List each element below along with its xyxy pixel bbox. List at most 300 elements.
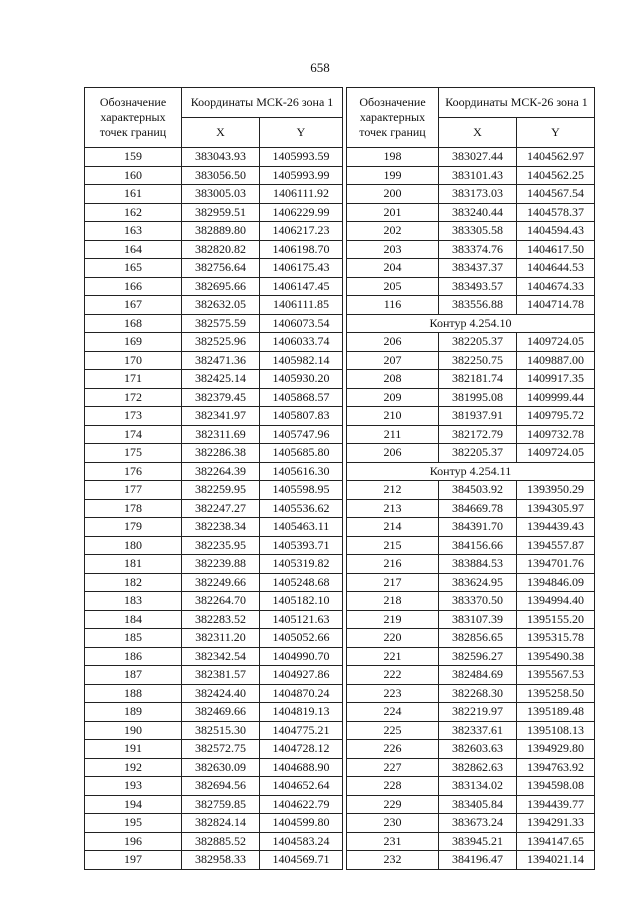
x-coordinate-cell: 382603.63: [439, 740, 517, 759]
x-coordinate-cell: 382484.69: [439, 666, 517, 685]
point-id-cell: 198: [347, 148, 439, 167]
y-coordinate-cell: 1394763.92: [517, 758, 595, 777]
table-row: [347, 296, 595, 315]
point-id-cell: 184: [85, 610, 182, 629]
point-id-cell: 195: [85, 814, 182, 833]
table-row: [85, 481, 343, 500]
x-coordinate-cell: 384391.70: [439, 518, 517, 537]
y-coordinate-cell: 1404569.71: [260, 851, 343, 870]
table-row: [85, 444, 343, 463]
y-coordinate-cell: 1404599.80: [260, 814, 343, 833]
table-row: [85, 647, 343, 666]
point-id-cell: 116: [347, 296, 439, 315]
point-id-cell: 208: [347, 370, 439, 389]
x-coordinate-cell: 382379.45: [182, 388, 260, 407]
table-row: [347, 166, 595, 185]
table-row: [85, 721, 343, 740]
table-row: [347, 370, 595, 389]
y-coordinate-cell: 1404562.97: [517, 148, 595, 167]
table-row: [85, 814, 343, 833]
point-id-cell: 187: [85, 666, 182, 685]
table-row: [347, 203, 595, 222]
x-coordinate-cell: 382283.52: [182, 610, 260, 629]
table-row: [347, 832, 595, 851]
table-row: [85, 684, 343, 703]
point-id-cell: 201: [347, 203, 439, 222]
y-coordinate-cell: 1409887.00: [517, 351, 595, 370]
point-id-cell: 191: [85, 740, 182, 759]
y-coordinate-cell: 1395155.20: [517, 610, 595, 629]
y-coordinate-cell: 1405052.66: [260, 629, 343, 648]
point-id-cell: 212: [347, 481, 439, 500]
point-id-cell: 183: [85, 592, 182, 611]
table-row: [347, 259, 595, 278]
point-id-cell: 220: [347, 629, 439, 648]
x-coordinate-cell: 382286.38: [182, 444, 260, 463]
point-id-cell: 218: [347, 592, 439, 611]
table-row: [347, 351, 595, 370]
point-id-cell: 217: [347, 573, 439, 592]
table-row: [85, 555, 343, 574]
table-row: [85, 425, 343, 444]
x-coordinate-cell: 382959.51: [182, 203, 260, 222]
x-coordinate-cell: 383101.43: [439, 166, 517, 185]
table-row: [85, 518, 343, 537]
table-row: [347, 721, 595, 740]
x-coordinate-cell: 381937.91: [439, 407, 517, 426]
left-table-body: [85, 148, 343, 870]
table-row: [85, 203, 343, 222]
x-coordinate-cell: 382381.57: [182, 666, 260, 685]
y-coordinate-cell: 1404819.13: [260, 703, 343, 722]
y-coordinate-cell: 1394439.77: [517, 795, 595, 814]
point-id-cell: 213: [347, 499, 439, 518]
y-coordinate-cell: 1394305.97: [517, 499, 595, 518]
point-id-cell: 179: [85, 518, 182, 537]
table-row: [347, 851, 595, 870]
right-coordinates-table: [346, 87, 595, 870]
table-row: [347, 425, 595, 444]
y-coordinate-cell: 1405747.96: [260, 425, 343, 444]
y-coordinate-cell: 1394598.08: [517, 777, 595, 796]
x-coordinate-cell: 383556.88: [439, 296, 517, 315]
point-id-cell: 161: [85, 185, 182, 204]
point-label-header: Обозначение характерных точек границ: [347, 88, 439, 148]
x-coordinate-cell: 383945.21: [439, 832, 517, 851]
x-coordinate-cell: 382694.56: [182, 777, 260, 796]
contour-label: Контур 4.254.11: [347, 462, 595, 481]
point-id-cell: 200: [347, 185, 439, 204]
y-coordinate-cell: 1409999.44: [517, 388, 595, 407]
y-coordinate-cell: 1404990.70: [260, 647, 343, 666]
table-row: [347, 777, 595, 796]
x-coordinate-cell: 382756.64: [182, 259, 260, 278]
y-coordinate-cell: 1405930.20: [260, 370, 343, 389]
table-row: [347, 573, 595, 592]
x-coordinate-cell: 384156.66: [439, 536, 517, 555]
right-table-body: [347, 148, 595, 870]
y-coordinate-cell: 1404870.24: [260, 684, 343, 703]
point-id-cell: 168: [85, 314, 182, 333]
y-coordinate-cell: 1404617.50: [517, 240, 595, 259]
y-coordinate-cell: 1405319.82: [260, 555, 343, 574]
y-coordinate-cell: 1395258.50: [517, 684, 595, 703]
point-id-cell: 215: [347, 536, 439, 555]
x-coordinate-cell: 383305.58: [439, 222, 517, 241]
table-row: [85, 296, 343, 315]
y-coordinate-cell: 1406198.70: [260, 240, 343, 259]
point-id-cell: 180: [85, 536, 182, 555]
left-coordinates-table: [84, 87, 343, 870]
x-coordinate-cell: 382341.97: [182, 407, 260, 426]
y-coordinate-cell: 1409917.35: [517, 370, 595, 389]
x-coordinate-cell: 382525.96: [182, 333, 260, 352]
x-coordinate-cell: 382862.63: [439, 758, 517, 777]
x-coordinate-cell: 382311.20: [182, 629, 260, 648]
y-coordinate-cell: 1404644.53: [517, 259, 595, 278]
x-coordinate-cell: 383134.02: [439, 777, 517, 796]
table-row: [85, 259, 343, 278]
point-id-cell: 170: [85, 351, 182, 370]
table-row: [85, 351, 343, 370]
x-coordinate-cell: 383405.84: [439, 795, 517, 814]
x-coordinate-cell: 382337.61: [439, 721, 517, 740]
table-row: [347, 592, 595, 611]
x-coordinate-cell: 381995.08: [439, 388, 517, 407]
y-header: Y: [260, 118, 343, 148]
y-coordinate-cell: 1406217.23: [260, 222, 343, 241]
x-coordinate-cell: 382572.75: [182, 740, 260, 759]
y-coordinate-cell: 1409724.05: [517, 444, 595, 463]
y-coordinate-cell: 1394557.87: [517, 536, 595, 555]
y-coordinate-cell: 1404594.43: [517, 222, 595, 241]
y-coordinate-cell: 1405868.57: [260, 388, 343, 407]
y-coordinate-cell: 1404688.90: [260, 758, 343, 777]
point-id-cell: 211: [347, 425, 439, 444]
x-coordinate-cell: 383027.44: [439, 148, 517, 167]
point-id-cell: 223: [347, 684, 439, 703]
table-row: [347, 222, 595, 241]
x-coordinate-cell: 382172.79: [439, 425, 517, 444]
x-coordinate-cell: 383173.03: [439, 185, 517, 204]
table-row: [347, 555, 595, 574]
point-id-cell: 207: [347, 351, 439, 370]
y-coordinate-cell: 1405993.99: [260, 166, 343, 185]
table-row: [347, 684, 595, 703]
x-coordinate-cell: 383240.44: [439, 203, 517, 222]
point-id-cell: 203: [347, 240, 439, 259]
y-coordinate-cell: 1395189.48: [517, 703, 595, 722]
table-row: [85, 703, 343, 722]
table-row: [85, 592, 343, 611]
y-coordinate-cell: 1394701.76: [517, 555, 595, 574]
x-coordinate-cell: 382856.65: [439, 629, 517, 648]
table-row: [85, 277, 343, 296]
x-coordinate-cell: 384669.78: [439, 499, 517, 518]
y-header: Y: [517, 118, 595, 148]
table-row: [85, 185, 343, 204]
table-row: [85, 795, 343, 814]
table-row: [85, 462, 343, 481]
x-coordinate-cell: 382596.27: [439, 647, 517, 666]
table-row: [85, 777, 343, 796]
x-coordinate-cell: 382238.34: [182, 518, 260, 537]
point-id-cell: 232: [347, 851, 439, 870]
table-row: [347, 647, 595, 666]
table-row: [347, 610, 595, 629]
table-row: [347, 333, 595, 352]
x-coordinate-cell: 382264.39: [182, 462, 260, 481]
table-row: [347, 758, 595, 777]
point-id-cell: 197: [85, 851, 182, 870]
y-coordinate-cell: 1409732.78: [517, 425, 595, 444]
x-coordinate-cell: 384196.47: [439, 851, 517, 870]
x-coordinate-cell: 382249.66: [182, 573, 260, 592]
x-coordinate-cell: 382824.14: [182, 814, 260, 833]
y-coordinate-cell: 1404674.33: [517, 277, 595, 296]
table-row: [347, 518, 595, 537]
y-coordinate-cell: 1405598.95: [260, 481, 343, 500]
x-coordinate-cell: 382219.97: [439, 703, 517, 722]
point-id-cell: 181: [85, 555, 182, 574]
table-row: [347, 185, 595, 204]
x-coordinate-cell: 382820.82: [182, 240, 260, 259]
y-coordinate-cell: 1394846.09: [517, 573, 595, 592]
x-coordinate-cell: 383493.57: [439, 277, 517, 296]
point-id-cell: 160: [85, 166, 182, 185]
table-row: [85, 666, 343, 685]
point-id-cell: 159: [85, 148, 182, 167]
point-id-cell: 209: [347, 388, 439, 407]
x-coordinate-cell: 383005.03: [182, 185, 260, 204]
point-id-cell: 231: [347, 832, 439, 851]
y-coordinate-cell: 1406147.45: [260, 277, 343, 296]
y-coordinate-cell: 1394439.43: [517, 518, 595, 537]
x-coordinate-cell: 382239.88: [182, 555, 260, 574]
table-row: [85, 314, 343, 333]
table-row: [347, 740, 595, 759]
point-id-cell: 188: [85, 684, 182, 703]
point-id-cell: 173: [85, 407, 182, 426]
x-coordinate-cell: 382250.75: [439, 351, 517, 370]
x-coordinate-cell: 382885.52: [182, 832, 260, 851]
x-coordinate-cell: 382471.36: [182, 351, 260, 370]
point-label-header: Обозначение характерных точек границ: [85, 88, 182, 148]
table-row: [85, 758, 343, 777]
point-id-cell: 176: [85, 462, 182, 481]
point-id-cell: 192: [85, 758, 182, 777]
x-coordinate-cell: 383437.37: [439, 259, 517, 278]
x-coordinate-cell: 382311.69: [182, 425, 260, 444]
y-coordinate-cell: 1405993.59: [260, 148, 343, 167]
table-row: [85, 240, 343, 259]
point-id-cell: 185: [85, 629, 182, 648]
y-coordinate-cell: 1409724.05: [517, 333, 595, 352]
y-coordinate-cell: 1405121.63: [260, 610, 343, 629]
x-coordinate-cell: 382759.85: [182, 795, 260, 814]
coord-system-header: Координаты МСК-26 зона 1: [439, 88, 595, 118]
point-id-cell: 221: [347, 647, 439, 666]
point-id-cell: 206: [347, 333, 439, 352]
x-coordinate-cell: 382424.40: [182, 684, 260, 703]
x-coordinate-cell: 384503.92: [439, 481, 517, 500]
point-id-cell: 199: [347, 166, 439, 185]
contour-row: [347, 314, 595, 333]
table-row: [347, 277, 595, 296]
table-row: [85, 222, 343, 241]
x-coordinate-cell: 382575.59: [182, 314, 260, 333]
x-coordinate-cell: 383374.76: [439, 240, 517, 259]
point-id-cell: 214: [347, 518, 439, 537]
table-row: [85, 333, 343, 352]
x-header: X: [439, 118, 517, 148]
y-coordinate-cell: 1404583.24: [260, 832, 343, 851]
y-coordinate-cell: 1404728.12: [260, 740, 343, 759]
point-id-cell: 172: [85, 388, 182, 407]
y-coordinate-cell: 1405536.62: [260, 499, 343, 518]
y-coordinate-cell: 1405182.10: [260, 592, 343, 611]
y-coordinate-cell: 1405807.83: [260, 407, 343, 426]
y-coordinate-cell: 1404578.37: [517, 203, 595, 222]
x-coordinate-cell: 382630.09: [182, 758, 260, 777]
y-coordinate-cell: 1404714.78: [517, 296, 595, 315]
table-row: [85, 851, 343, 870]
y-coordinate-cell: 1409795.72: [517, 407, 595, 426]
y-coordinate-cell: 1406033.74: [260, 333, 343, 352]
point-id-cell: 216: [347, 555, 439, 574]
table-row: [85, 499, 343, 518]
x-coordinate-cell: 382205.37: [439, 444, 517, 463]
y-coordinate-cell: 1405248.68: [260, 573, 343, 592]
point-id-cell: 226: [347, 740, 439, 759]
point-id-cell: 167: [85, 296, 182, 315]
x-coordinate-cell: 382632.05: [182, 296, 260, 315]
y-coordinate-cell: 1406175.43: [260, 259, 343, 278]
table-row: [347, 703, 595, 722]
y-coordinate-cell: 1394994.40: [517, 592, 595, 611]
y-coordinate-cell: 1395108.13: [517, 721, 595, 740]
x-coordinate-cell: 383107.39: [439, 610, 517, 629]
y-coordinate-cell: 1406111.85: [260, 296, 343, 315]
table-row: [85, 629, 343, 648]
point-id-cell: 228: [347, 777, 439, 796]
point-id-cell: 206: [347, 444, 439, 463]
x-coordinate-cell: 382515.30: [182, 721, 260, 740]
table-row: [347, 499, 595, 518]
x-coordinate-cell: 383673.24: [439, 814, 517, 833]
y-coordinate-cell: 1404652.64: [260, 777, 343, 796]
point-id-cell: 205: [347, 277, 439, 296]
point-id-cell: 174: [85, 425, 182, 444]
x-coordinate-cell: 382205.37: [439, 333, 517, 352]
x-coordinate-cell: 383884.53: [439, 555, 517, 574]
point-id-cell: 182: [85, 573, 182, 592]
y-coordinate-cell: 1394291.33: [517, 814, 595, 833]
table-row: [347, 536, 595, 555]
contour-row: [347, 462, 595, 481]
x-header: X: [182, 118, 260, 148]
x-coordinate-cell: 382235.95: [182, 536, 260, 555]
table-row: [85, 832, 343, 851]
coord-system-header: Координаты МСК-26 зона 1: [182, 88, 343, 118]
table-row: [347, 666, 595, 685]
table-row: [347, 444, 595, 463]
y-coordinate-cell: 1404775.21: [260, 721, 343, 740]
y-coordinate-cell: 1394147.65: [517, 832, 595, 851]
table-row: [85, 740, 343, 759]
point-id-cell: 165: [85, 259, 182, 278]
y-coordinate-cell: 1404927.86: [260, 666, 343, 685]
table-row: [347, 481, 595, 500]
point-id-cell: 230: [347, 814, 439, 833]
y-coordinate-cell: 1394021.14: [517, 851, 595, 870]
x-coordinate-cell: 382181.74: [439, 370, 517, 389]
point-id-cell: 189: [85, 703, 182, 722]
y-coordinate-cell: 1405982.14: [260, 351, 343, 370]
y-coordinate-cell: 1406229.99: [260, 203, 343, 222]
table-row: [347, 795, 595, 814]
point-id-cell: 177: [85, 481, 182, 500]
point-id-cell: 224: [347, 703, 439, 722]
table-row: [85, 148, 343, 167]
x-coordinate-cell: 382259.95: [182, 481, 260, 500]
x-coordinate-cell: 382342.54: [182, 647, 260, 666]
table-row: [85, 407, 343, 426]
point-id-cell: 164: [85, 240, 182, 259]
table-row: [85, 573, 343, 592]
x-coordinate-cell: 382469.66: [182, 703, 260, 722]
page-number: 658: [310, 60, 330, 75]
x-coordinate-cell: 383624.95: [439, 573, 517, 592]
x-coordinate-cell: 382425.14: [182, 370, 260, 389]
x-coordinate-cell: 383043.93: [182, 148, 260, 167]
point-id-cell: 202: [347, 222, 439, 241]
point-id-cell: 193: [85, 777, 182, 796]
y-coordinate-cell: 1394929.80: [517, 740, 595, 759]
point-id-cell: 175: [85, 444, 182, 463]
y-coordinate-cell: 1404562.25: [517, 166, 595, 185]
point-id-cell: 225: [347, 721, 439, 740]
table-row: [85, 536, 343, 555]
y-coordinate-cell: 1404622.79: [260, 795, 343, 814]
point-id-cell: 194: [85, 795, 182, 814]
point-id-cell: 169: [85, 333, 182, 352]
point-id-cell: 162: [85, 203, 182, 222]
point-id-cell: 210: [347, 407, 439, 426]
point-id-cell: 190: [85, 721, 182, 740]
table-row: [85, 370, 343, 389]
point-id-cell: 196: [85, 832, 182, 851]
point-id-cell: 219: [347, 610, 439, 629]
y-coordinate-cell: 1406073.54: [260, 314, 343, 333]
table-row: [85, 166, 343, 185]
point-id-cell: 186: [85, 647, 182, 666]
y-coordinate-cell: 1393950.29: [517, 481, 595, 500]
point-id-cell: 178: [85, 499, 182, 518]
point-id-cell: 204: [347, 259, 439, 278]
x-coordinate-cell: 382695.66: [182, 277, 260, 296]
table-row: [347, 240, 595, 259]
x-coordinate-cell: 382958.33: [182, 851, 260, 870]
point-id-cell: 166: [85, 277, 182, 296]
table-row: [347, 629, 595, 648]
table-row: [85, 388, 343, 407]
y-coordinate-cell: 1395315.78: [517, 629, 595, 648]
table-row: [347, 814, 595, 833]
table-row: [347, 388, 595, 407]
x-coordinate-cell: 383056.50: [182, 166, 260, 185]
y-coordinate-cell: 1405616.30: [260, 462, 343, 481]
